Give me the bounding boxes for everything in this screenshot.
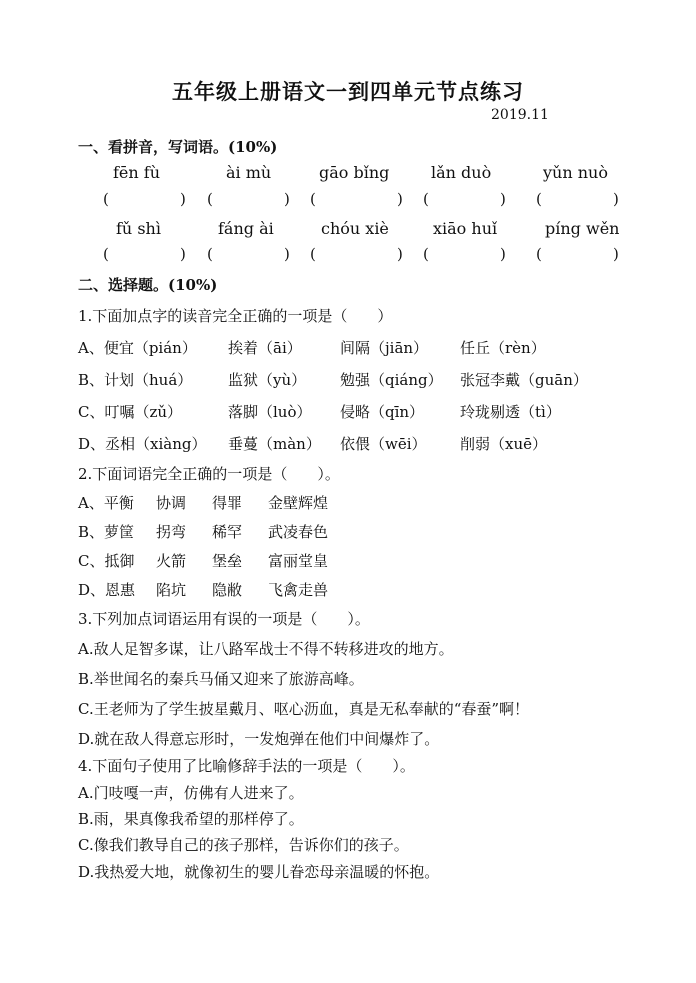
option-part: A、便宜（pián） xyxy=(78,339,197,357)
pinyin-item: lǎn duò xyxy=(431,163,492,182)
answer-box-close: ) xyxy=(613,190,619,208)
answer-box-close: ) xyxy=(284,245,290,263)
answer-box-open[interactable]: ( xyxy=(207,245,213,263)
answer-box-open[interactable]: ( xyxy=(423,190,429,208)
option-part: B、萝筐 xyxy=(78,523,135,541)
answer-box-open[interactable]: ( xyxy=(207,190,213,208)
section2-heading: 二、选择题。(10%) xyxy=(78,276,218,294)
answer-box-close: ) xyxy=(180,245,186,263)
option-part: 拐弯 xyxy=(156,523,187,541)
q4-option-c[interactable]: C.像我们教导自己的孩子那样，告诉你们的孩子。 xyxy=(78,836,409,854)
option-part: 武凌春色 xyxy=(268,523,329,541)
option-part: 得罪 xyxy=(212,494,243,512)
option-part: D、丞相（xiàng） xyxy=(78,435,207,453)
answer-box-open[interactable]: ( xyxy=(310,245,316,263)
question-2: 2.下面词语完全正确的一项是（ ）。 xyxy=(78,465,340,483)
option-part: 落脚（luò） xyxy=(228,403,312,421)
option-part: 隐敝 xyxy=(212,581,243,599)
option-part: 张冠李戴（guān） xyxy=(460,371,588,389)
option-part: 富丽堂皇 xyxy=(268,552,329,570)
option-part: 垂蔓（màn） xyxy=(228,435,321,453)
answer-box-open[interactable]: ( xyxy=(536,245,542,263)
q2-option-c[interactable] xyxy=(78,550,678,572)
option-part: 侵略（qīn） xyxy=(340,403,425,421)
option-part: 勉强（qiáng） xyxy=(340,371,443,389)
pinyin-row-2 xyxy=(0,219,696,243)
pinyin-item: chóu xiè xyxy=(321,219,389,238)
option-part: 飞禽走兽 xyxy=(268,581,329,599)
q1-option-b[interactable] xyxy=(78,369,678,391)
q2-option-b[interactable] xyxy=(78,521,678,543)
option-part: D、恩惠 xyxy=(78,581,136,599)
option-part: 依偎（wēi） xyxy=(340,435,427,453)
answer-box-close: ) xyxy=(180,190,186,208)
q1-option-c[interactable] xyxy=(78,401,678,423)
date-label: 2019.11 xyxy=(491,107,549,123)
q3-option-a[interactable]: A.敌人足智多谋，让八路军战士不得不转移进攻的地方。 xyxy=(78,640,454,658)
answer-box-close: ) xyxy=(500,190,506,208)
option-part: C、叮嘱（zǔ） xyxy=(78,403,183,421)
answer-box-open[interactable]: ( xyxy=(536,190,542,208)
q1-option-a[interactable] xyxy=(78,337,678,359)
option-part: 间隔（jiān） xyxy=(340,339,429,357)
answer-box-close: ) xyxy=(284,190,290,208)
answer-box-close: ) xyxy=(500,245,506,263)
option-part: 玲珑剔透（tì） xyxy=(460,403,561,421)
q4-option-b[interactable]: B.雨，果真像我希望的那样停了。 xyxy=(78,810,304,828)
q3-option-b[interactable]: B.举世闻名的秦兵马俑又迎来了旅游高峰。 xyxy=(78,670,364,688)
option-part: 协调 xyxy=(156,494,187,512)
pinyin-item: xiāo huǐ xyxy=(433,219,498,238)
option-part: 陷坑 xyxy=(156,581,187,599)
option-part: 削弱（xuē） xyxy=(460,435,547,453)
question-1: 1.下面加点字的读音完全正确的一项是（ ） xyxy=(78,307,393,325)
answer-box-close: ) xyxy=(613,245,619,263)
pinyin-item: fǔ shì xyxy=(116,219,161,238)
answer-box-open[interactable]: ( xyxy=(310,190,316,208)
option-part: 金壁辉煌 xyxy=(268,494,329,512)
q2-option-a[interactable] xyxy=(78,492,678,514)
answer-box-close: ) xyxy=(397,190,403,208)
q3-option-c[interactable]: C.王老师为了学生披星戴月、呕心沥血，真是无私奉献的“春蚕”啊！ xyxy=(78,700,530,718)
pinyin-item: píng wěn xyxy=(545,219,620,238)
option-part: 监狱（yù） xyxy=(228,371,307,389)
q1-option-d[interactable] xyxy=(78,433,678,455)
answer-box-close: ) xyxy=(397,245,403,263)
q4-option-a[interactable]: A.门吱嘎一声，仿佛有人进来了。 xyxy=(78,784,304,802)
pinyin-item: fáng ài xyxy=(218,219,274,238)
option-part: B、计划（huá） xyxy=(78,371,193,389)
option-part: 稀罕 xyxy=(212,523,243,541)
q2-option-d[interactable] xyxy=(78,579,678,601)
option-part: 挨着（āi） xyxy=(228,339,302,357)
pinyin-item: ài mù xyxy=(226,163,272,182)
option-part: C、抵御 xyxy=(78,552,135,570)
answer-box-open[interactable]: ( xyxy=(423,245,429,263)
q3-option-d[interactable]: D.就在敌人得意忘形时，一发炮弹在他们中间爆炸了。 xyxy=(78,730,440,748)
option-part: 任丘（rèn） xyxy=(460,339,546,357)
pinyin-item: gāo bǐng xyxy=(319,163,390,182)
question-4: 4.下面句子使用了比喻修辞手法的一项是（ ）。 xyxy=(78,757,415,775)
section1-heading: 一、看拼音，写词语。(10%) xyxy=(78,138,278,156)
question-3: 3.下列加点词语运用有误的一项是（ ）。 xyxy=(78,610,370,628)
pinyin-item: yǔn nuò xyxy=(543,163,608,182)
option-part: 堡垒 xyxy=(212,552,243,570)
pinyin-item: fēn fù xyxy=(113,163,161,182)
q4-option-d[interactable]: D.我热爱大地，就像初生的婴儿眷恋母亲温暖的怀抱。 xyxy=(78,863,440,881)
option-part: 火箭 xyxy=(156,552,187,570)
answer-box-open[interactable]: ( xyxy=(103,245,109,263)
answer-brackets-row-2 xyxy=(0,245,696,267)
option-part: A、平衡 xyxy=(78,494,134,512)
pinyin-row-1 xyxy=(0,163,696,187)
answer-box-open[interactable]: ( xyxy=(103,190,109,208)
answer-brackets-row-1 xyxy=(0,190,696,212)
page-title: 五年级上册语文一到四单元节点练习 xyxy=(172,79,524,104)
